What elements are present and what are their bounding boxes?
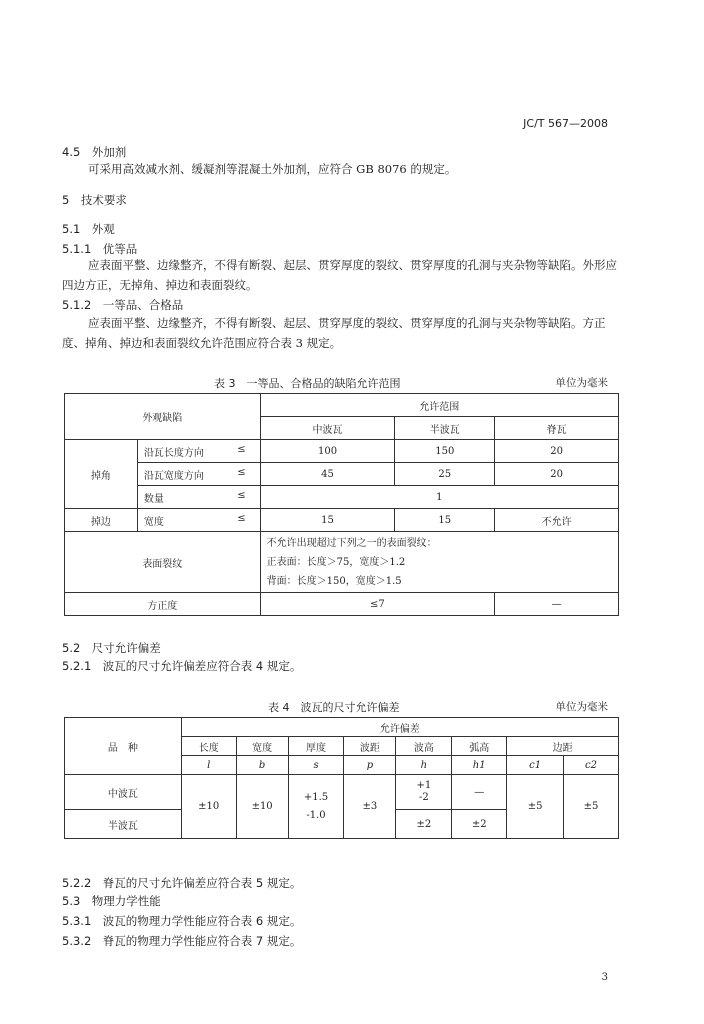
t4-col-thickness: 厚度 [288,737,344,756]
t4-col-pitch: 波距 [344,737,396,756]
section-5-heading: 5 技术要求 [62,193,127,207]
standard-code: JC/T 567—2008 [523,117,608,130]
t4-col-width: 宽度 [236,737,288,756]
t4-sym-s: s [288,756,344,775]
t4-len: ±10 [181,775,236,839]
section-5-3-heading: 5.3 物理力学性能 [62,894,161,908]
t4-sym-c2: c2 [564,756,619,775]
t3-r1-ridge: 20 [495,440,619,463]
t4-c1: ±5 [507,775,564,839]
t4-col-wave-height: 波高 [396,737,452,756]
t4-sym-l: l [181,756,236,775]
t3-r2-mid: 45 [260,463,395,486]
t4-sym-p: p [344,756,396,775]
t4-sym-h1: h1 [452,756,507,775]
t4-wid: ±10 [236,775,288,839]
t4-header-allow: 允许偏差 [181,718,618,737]
t4-col-length: 长度 [181,737,236,756]
section-5-1-1-text: 应表面平整、边缘整齐，不得有断裂、起层、贯穿厚度的裂纹、贯穿厚度的孔洞与夹杂物等缺陷。外形应四边方正，无掉角、掉边和表面裂纹。 [62,258,617,292]
section-4-5-heading: 4.5 外加剂 [62,145,127,159]
t3-r6-label: 方正度 [65,593,261,616]
t3-header-mid: 中波瓦 [260,417,395,440]
t3-diaobian: 掉边 [65,509,138,532]
section-5-2-2-text: 5.2.2 脊瓦的尺寸允许偏差应符合表 5 规定。 [62,876,302,890]
t3-r1-label: 沿瓦长度方向 ≤ [137,440,260,463]
table4-unit: 单位为毫米 [555,701,608,713]
t4-sym-h: h [396,756,452,775]
t3-r1-semi: 150 [395,440,495,463]
section-5-1-2-text: 应表面平整、边缘整齐，不得有断裂、起层、贯穿厚度的裂纹、贯穿厚度的孔洞与夹杂物等缺陷。方正度、掉角、掉边和表面裂纹允许范围应符合表 3 规定。 [62,316,606,350]
t3-r1-mid: 100 [260,440,395,463]
t3-r4-label: 宽度 ≤ [137,509,260,532]
t3-r4-mid: 15 [260,509,395,532]
t3-r2-semi: 25 [395,463,495,486]
table3-unit: 单位为毫米 [555,377,608,389]
t4-h-semi: ±2 [396,810,452,839]
t3-r2-label: 沿瓦宽度方向 ≤ [137,463,260,486]
t4-c2: ±5 [564,775,619,839]
section-5-2-heading: 5.2 尺寸允许偏差 [62,641,161,655]
t4-thk: +1.5 -1.0 [288,775,344,839]
section-5-3-2-text: 5.3.2 脊瓦的物理力学性能应符合表 7 规定。 [62,934,302,948]
section-5-2-1-text: 5.2.1 波瓦的尺寸允许偏差应符合表 4 规定。 [62,659,302,673]
t3-r3-label: 数量 ≤ [137,486,260,509]
t3-r2-ridge: 20 [495,463,619,486]
table3 [64,393,619,616]
t4-row-semi: 半波瓦 [65,810,182,839]
table3-caption: 表 3 一等品、合格品的缺陷允许范围 [214,377,401,390]
section-4-5-text: 可采用高效减水剂、缓凝剂等混凝土外加剂，应符合 GB 8076 的规定。 [88,162,457,176]
t3-diaojiao: 掉角 [65,440,138,509]
section-5-1-heading: 5.1 外观 [62,222,115,236]
t4-pitch: ±3 [344,775,396,839]
t4-h1-mid: — [452,775,507,810]
section-5-1-2-heading: 5.1.2 一等品、合格品 [62,298,184,312]
t3-r3-val: 1 [260,486,618,509]
section-5-3-1-text: 5.3.1 波瓦的物理力学性能应符合表 6 规定。 [62,914,302,928]
t3-r4-ridge: 不允许 [495,509,619,532]
t3-header-defect: 外观缺陷 [65,394,261,440]
t4-h1-semi: ±2 [452,810,507,839]
t3-header-ridge: 脊瓦 [495,417,619,440]
table4 [64,717,619,839]
table4-caption: 表 4 波瓦的尺寸允许偏差 [268,701,400,714]
t4-col-edge: 边距 [507,737,619,756]
t4-header-kind: 品 种 [65,718,182,775]
t4-h-mid: +1 -2 [396,775,452,810]
t3-header-semi: 半波瓦 [395,417,495,440]
t3-r4-semi: 15 [395,509,495,532]
t3-header-allow: 允许范围 [260,394,618,417]
t3-r5-text: 不允许出现超过下列之一的表面裂纹： 正表面：长度＞75，宽度＞1.2 背面：长度＞150，宽度＞1.5 [260,532,618,593]
t4-row-mid: 中波瓦 [65,775,182,810]
t3-r6-ridge: — [495,593,619,616]
t4-sym-c1: c1 [507,756,564,775]
section-5-1-1-heading: 5.1.1 优等品 [62,242,138,256]
t3-r6-val: ≤7 [260,593,495,616]
t3-r5-label: 表面裂纹 [65,532,261,593]
t4-col-arc-height: 弧高 [452,737,507,756]
t4-sym-b: b [236,756,288,775]
page-number: 3 [601,972,608,983]
